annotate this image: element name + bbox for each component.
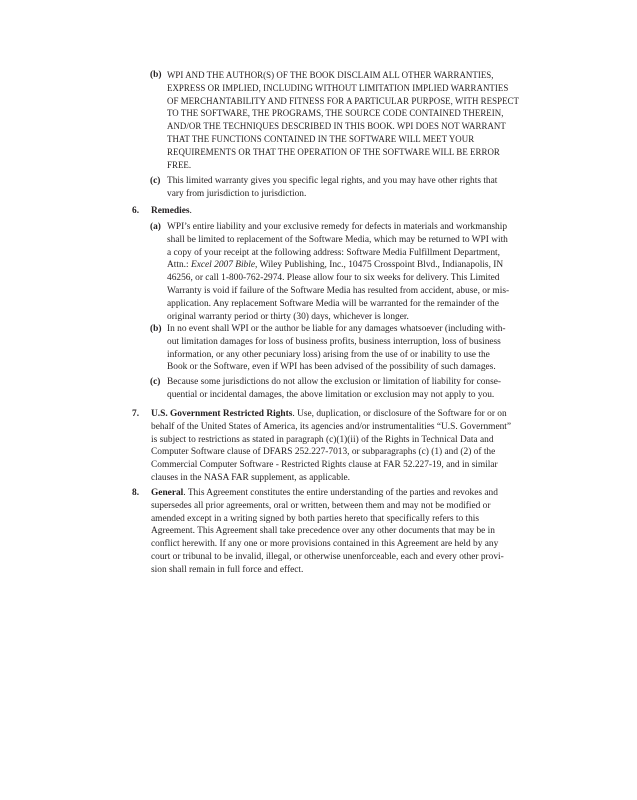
text-line: conflict herewith. If any one or more provisions contained in this Agreement are held by any — [151, 539, 499, 550]
text-line: TO THE SOFTWARE, THE PROGRAMS, THE SOURCE CODE CONTAINED THEREIN, — [167, 108, 504, 119]
section-number: 8. — [132, 488, 140, 498]
text-line: This limited warranty gives you specific legal rights, and you may have other rights that — [167, 176, 498, 186]
text-line: quential or incidental damages, the above limitation or exclusion may not apply to you. — [167, 389, 495, 400]
section-heading-line — [151, 205, 568, 218]
section-8-general — [132, 487, 568, 577]
section-text — [151, 487, 568, 577]
text-line: court or tribunal to be invalid, illegal, or otherwise unenforceable, each and every other provi- — [151, 551, 504, 562]
text-line: vary from jurisdiction to jurisdiction. — [167, 188, 307, 199]
section-number: 7. — [132, 409, 140, 419]
text-line: shall be limited to replacement of the Software Media, which may be returned to WPI with — [167, 234, 508, 245]
clause-text — [167, 376, 568, 402]
text-line: THAT THE FUNCTIONS CONTAINED IN THE SOFTWARE WILL MEET YOUR — [167, 133, 475, 144]
book-title: Excel 2007 Bible — [190, 260, 256, 271]
text-line: out limitation damages for loss of business profits, business interruption, loss of business — [167, 336, 501, 347]
text-line: In no event shall WPI or the author be liable for any damages whatsoever (including with- — [167, 324, 506, 334]
text-line: REQUIREMENTS OR THAT THE OPERATION OF THE SOFTWARE WILL BE ERROR — [167, 146, 500, 157]
text-line — [167, 259, 568, 272]
clause-label: (c) — [150, 377, 161, 387]
clause-text — [167, 323, 568, 374]
text-line: Warranty is void if failure of the Software Media has resulted from accident, abuse, or mis- — [167, 285, 510, 296]
text-line: FREE. — [167, 159, 192, 170]
clause-c-rights — [150, 175, 568, 201]
clause-6c-jurisdictions — [150, 376, 568, 402]
text-line: 46256, or call 1-800-762-2974. Please allow four to six weeks for delivery. This Limited — [167, 273, 500, 284]
text-fragment: Attn.: — [167, 260, 191, 271]
text-line: EXPRESS OR IMPLIED, INCLUDING WITHOUT LIMITATION IMPLIED WARRANTIES — [167, 82, 509, 93]
text-fragment: , Wiley Publishing, Inc., 10475 Crosspoint Blvd., Indianapolis, IN — [255, 260, 504, 271]
section-heading: Remedies — [151, 206, 190, 216]
clause-b-disclaimer — [150, 69, 568, 171]
clause-text — [167, 221, 568, 323]
clause-text — [167, 175, 568, 201]
text-line: Book or the Software, even if WPI has been advised of the possibility of such damages. — [167, 362, 496, 373]
text-line: is subject to restrictions as stated in paragraph (c)(1)(ii) of the Rights in Technical Data and — [151, 434, 494, 445]
section-heading: General — [151, 488, 184, 498]
text-fragment: . Use, duplication, or disclosure of the Software for or on — [292, 409, 507, 419]
clause-6a-liability — [150, 221, 568, 323]
clause-label: (a) — [150, 222, 161, 232]
section-heading: U.S. Government Restricted Rights — [151, 409, 293, 419]
text-line: behalf of the United States of America, its agencies and/or instrumentalities “U.S. Government” — [151, 421, 512, 432]
section-6-remedies — [132, 205, 568, 218]
text-line: AND/OR THE TECHNIQUES DESCRIBED IN THIS BOOK. WPI DOES NOT WARRANT — [167, 121, 506, 132]
text-line: Agreement. This Agreement shall take precedence over any other documents that may be in — [151, 526, 495, 537]
text-line: a copy of your receipt at the following address: Software Media Fulfillment Department, — [167, 247, 500, 258]
text-line: sion shall remain in full force and effect. — [151, 564, 304, 575]
text-line: Because some jurisdictions do not allow the exclusion or limitation of liability for conse- — [167, 377, 502, 387]
section-number: 6. — [132, 206, 140, 216]
text-fragment: . This Agreement constitutes the entire understanding of the parties and revokes and — [183, 488, 498, 498]
clause-label: (c) — [150, 176, 161, 186]
clause-label: (b) — [150, 324, 162, 334]
text-line: OF MERCHANTABILITY AND FITNESS FOR A PARTICULAR PURPOSE, WITH RESPECT — [167, 95, 519, 106]
text-line: WPI AND THE AUTHOR(S) OF THE BOOK DISCLAIM ALL OTHER WARRANTIES, — [167, 70, 494, 80]
clause-6b-damages — [150, 323, 568, 374]
text-line: information, or any other pecuniary loss) arising from the use of or inability to use the — [167, 349, 490, 360]
text-line: original warranty period or thirty (30) days, whichever is longer. — [167, 311, 409, 322]
text-line: amended except in a writing signed by both parties hereto that specifically refers to this — [151, 513, 480, 524]
text-line: clauses in the NASA FAR supplement, as applicable. — [151, 472, 351, 483]
section-7-government-rights — [132, 408, 568, 485]
text-line: application. Any replacement Software Media will be warranted for the remainder of the — [167, 298, 499, 309]
text-line: Computer Software clause of DFARS 252.227-7013, or subparagraphs (c) (1) and (2) of the — [151, 447, 496, 458]
clause-label: (b) — [150, 70, 162, 80]
heading-punct: . — [189, 206, 192, 216]
text-line — [151, 487, 568, 500]
text-line: WPI’s entire liability and your exclusive remedy for defects in materials and workmanship — [167, 222, 508, 232]
section-text — [151, 408, 568, 485]
clause-text — [167, 69, 568, 171]
text-line: supersedes all prior agreements, oral or written, between them and may not be modified or — [151, 500, 491, 511]
text-line: Commercial Computer Software - Restricted Rights clause at FAR 52.227-19, and in similar — [151, 460, 498, 471]
text-line — [151, 408, 568, 421]
